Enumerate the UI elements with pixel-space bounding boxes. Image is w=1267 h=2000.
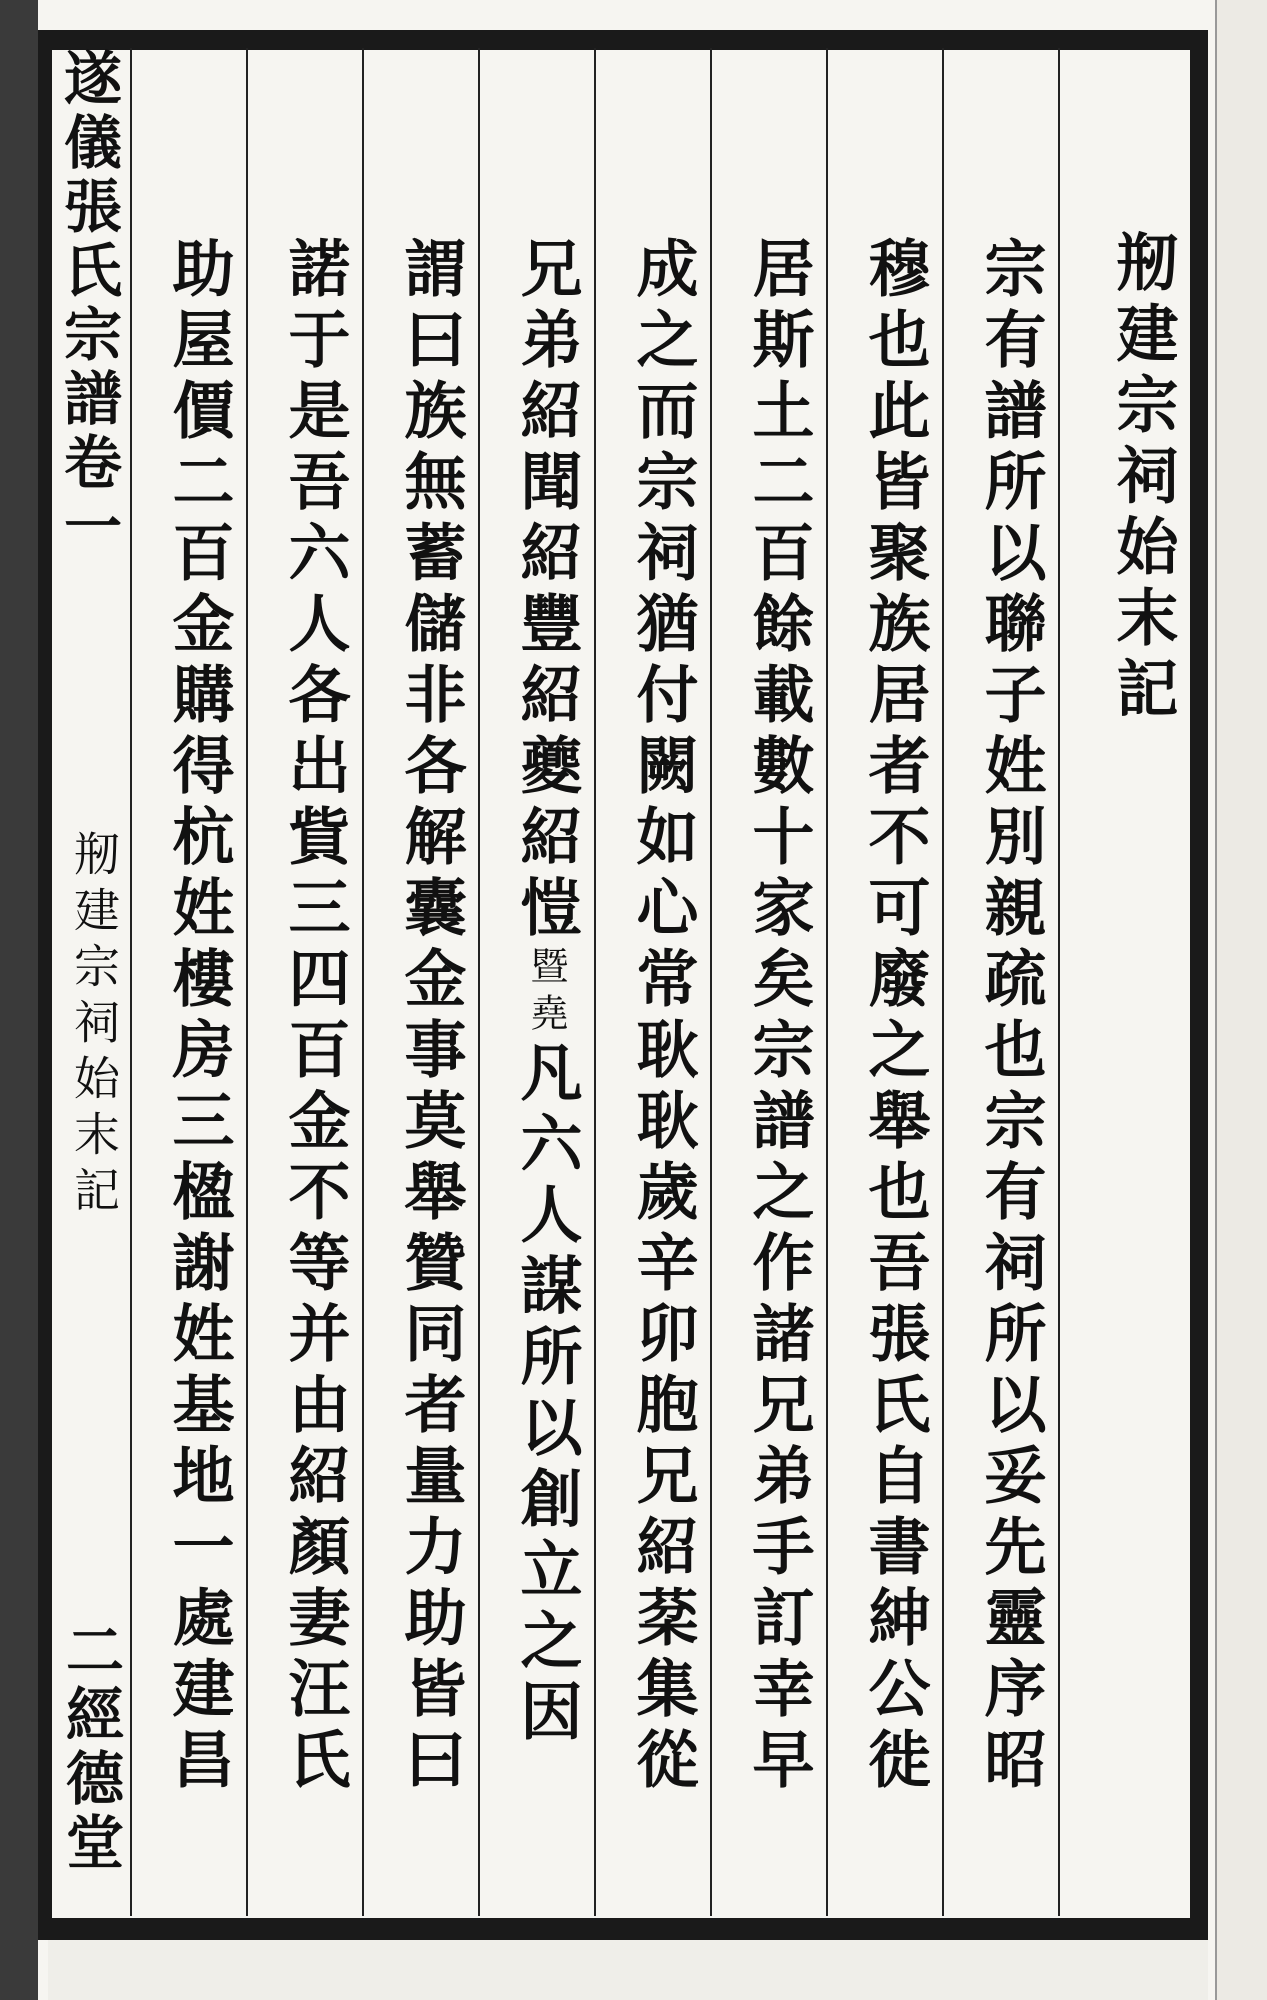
text-column: 諾于是吾六人各出貲三四百金不等并由紹顏妻汪氏	[278, 236, 351, 1798]
text-column: 居斯土二百餘載數十家矣宗譜之作諸兄弟手訂幸早	[742, 236, 815, 1798]
outer-margin	[1215, 0, 1267, 2000]
text-column: 助屋價二百金購得杭姓樓房三楹謝姓基地一處建昌	[162, 236, 235, 1798]
text-column: 成之而宗祠猶付闕如心常耿耿歲辛卯胞兄紹棻集從	[626, 236, 699, 1798]
text-column-rest: 凡六人謀所以創立之因	[510, 1040, 583, 1750]
text-column: 宗有譜所以聯子姓別親疏也宗有祠所以妥先靈序昭	[974, 236, 1047, 1798]
text-column: 謂曰族無蓄儲非各解囊金事莫舉贊同者量力助皆曰	[394, 236, 467, 1798]
text-column: 穆也此皆聚族居者不可廢之舉也吾張氏自書紳公徙	[858, 236, 931, 1798]
page-number: 二	[56, 1620, 124, 1684]
text-column-note-small: 堯	[524, 993, 568, 1040]
text-column-note: 暨	[524, 946, 568, 993]
text-column-main: 兄弟紹聞紹豐紹夔紹愷	[510, 236, 583, 946]
binding-edge	[0, 0, 38, 2000]
book-title: 遂儀張氏宗譜	[54, 48, 122, 432]
text-column	[490, 236, 602, 1750]
margin-book-title	[48, 48, 128, 560]
column-rule	[130, 48, 132, 1916]
hall-name: 經德堂	[56, 1684, 124, 1876]
frame-bottom-border	[48, 1918, 1208, 1940]
margin-section-title: 剏建宗祠始末記	[67, 830, 121, 1222]
margin-page-info	[50, 1620, 130, 1876]
frame-top-border	[48, 30, 1208, 50]
bottom-margin	[48, 1940, 1208, 2000]
volume-label: 卷一	[54, 432, 122, 560]
page-title: 剏建宗祠始末記	[1106, 230, 1179, 727]
